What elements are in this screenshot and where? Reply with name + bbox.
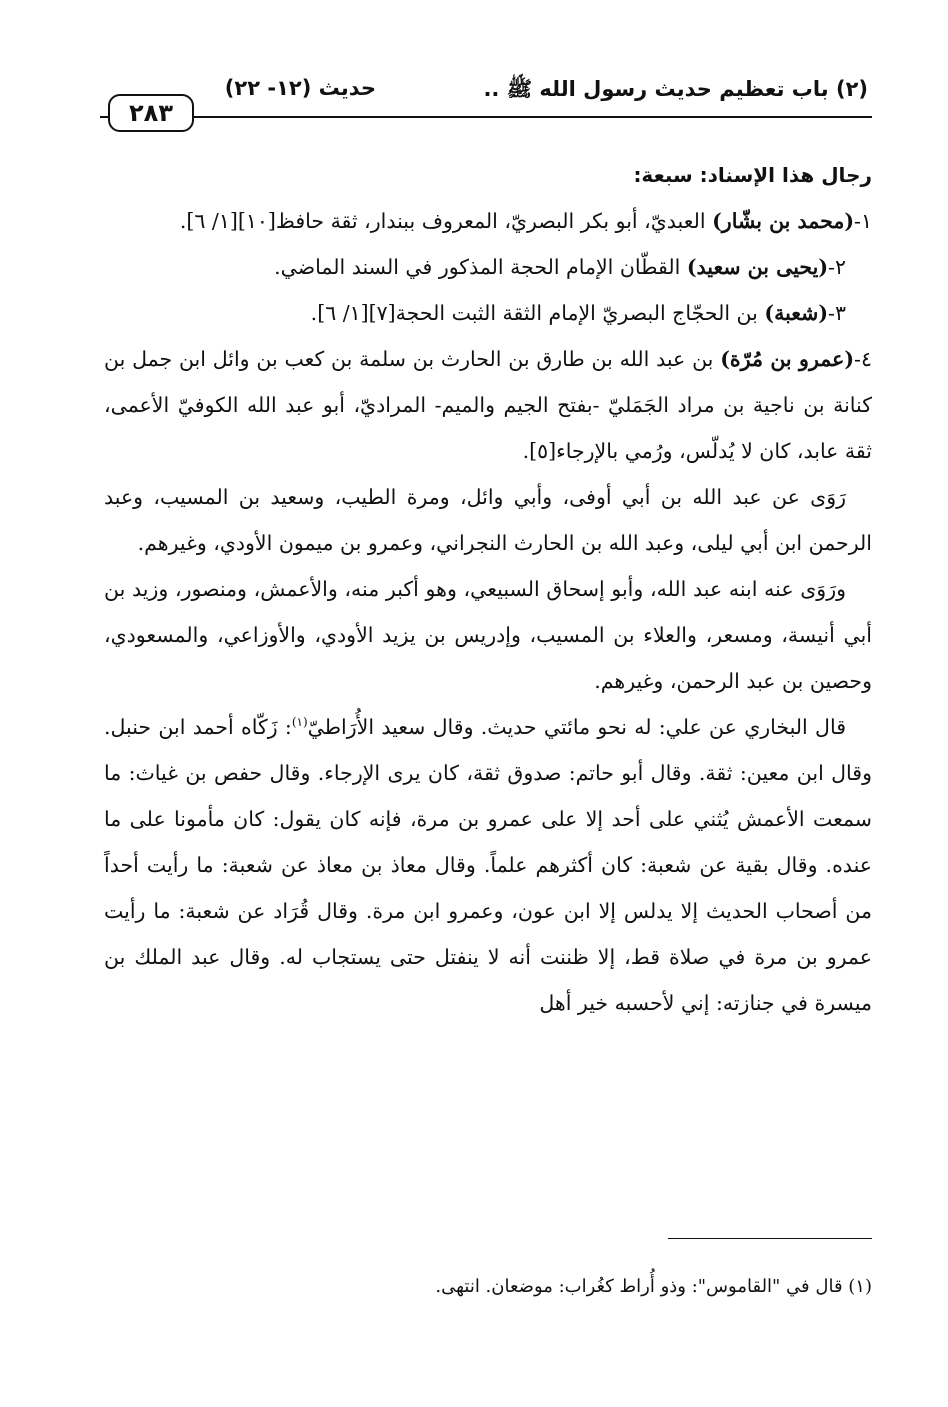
footnote-rule xyxy=(668,1238,872,1239)
narrator-description: القطّان الإمام الحجة المذكور في السند الماضي. xyxy=(274,255,687,279)
grading-text-rest: : زَكّاه أحمد ابن حنبل. وقال ابن معين: ثقة. وقال أبو حاتم: صدوق ثقة، كان يرى الإرجاء. وقال حفص بن غياث: ما سمعت الأعمش يُثني على أحد إلا على عمرو بن مرة، فإنه كان يقول: كان مأمونا على ما عنده. وقال بقية عن شعبة: كان أكثرهم علماً. وقال معاذ بن معاذ عن شعبة: ما رأيت أحداً من أصحاب الحديث إلا يدلس إلا ابن عون، وعمرو ابن مرة. وقال قُرَاد عن شعبة: ما رأيت عمرو بن مرة في صلاة قط، إلا ظننت أنه لا ينفتل حتى يستجاب له. وقال عبد الملك بن ميسرة في جنازته: إني لأحسبه خير أهل xyxy=(104,715,872,1015)
narrator-name: (محمد بن بشّار) xyxy=(712,209,855,233)
header-rule xyxy=(100,116,872,118)
hadith-range: حديث (١٢- ٢٢) xyxy=(224,76,376,100)
narrator-1 xyxy=(104,198,872,244)
page-number: ٢٨٣ xyxy=(129,99,173,127)
narrator-number: ٢- xyxy=(828,255,846,279)
narrator-name: (يحيى بن سعيد) xyxy=(686,255,829,279)
footnote: (١) قال في "القاموس": وذو أُراط كغُراب: موضعان. انتهى. xyxy=(435,1276,872,1297)
narrator-number: ٤- xyxy=(854,347,872,371)
narrator-3 xyxy=(104,290,872,336)
narrator-description: بن عبد الله بن طارق بن الحارث بن سلمة بن كعب بن وائل ابن جمل بن كنانة بن ناجية بن مراد الجَمَليّ -بفتح الجيم والميم- المراديّ، أبو عبد الله الكوفيّ الأعمى، ثقة عابد، كان لا يُدلّس، ورُمي بالإرجاء[٥]. xyxy=(104,347,872,463)
narrator-4 xyxy=(104,336,872,474)
grading-paragraph xyxy=(104,704,872,1026)
section-heading: رجال هذا الإسناد: سبعة: xyxy=(633,163,872,187)
teachers-paragraph: رَوَى عن عبد الله بن أبي أوفى، وأبي وائل، ومرة الطيب، وسعيد بن المسيب، وعبد الرحمن ابن أبي ليلى، وعبد الله بن الحارث النجراني، وعمرو بن ميمون الأودي، وغيرهم. xyxy=(104,485,872,555)
grading-text-start: قال البخاري عن علي: له نحو مائتي حديث. وقال سعيد الأُرَاطيّ xyxy=(307,715,846,739)
page-header xyxy=(100,72,880,132)
narrator-2 xyxy=(104,244,872,290)
main-text xyxy=(104,152,872,1026)
narrator-name: (عمرو بن مُرّة) xyxy=(720,347,855,371)
chapter-title: (٢) باب تعظيم حديث رسول الله ﷺ .. xyxy=(483,77,868,101)
page-number-box xyxy=(108,94,194,132)
narrator-name: (شعبة) xyxy=(764,301,829,325)
narrator-description: بن الحجّاج البصريّ الإمام الثقة الثبت الحجة[٧][١/ ٦]. xyxy=(310,301,765,325)
narrator-number: ١- xyxy=(854,209,872,233)
narrator-description: العبديّ، أبو بكر البصريّ، المعروف ببندار، ثقة حافظ[١٠][١/ ٦]. xyxy=(179,209,713,233)
students-paragraph: ورَوَى عنه ابنه عبد الله، وأبو إسحاق السبيعي، وهو أكبر منه، والأعمش، ومنصور، وزيد بن أبي أنيسة، ومسعر، والعلاء بن المسيب، وإدريس بن يزيد الأودي، والأوزاعي، والمسعودي، وحصين بن عبد الرحمن، وغيرهم. xyxy=(104,577,872,693)
footnote-marker: (١) xyxy=(291,715,308,730)
narrator-number: ٣- xyxy=(828,301,846,325)
